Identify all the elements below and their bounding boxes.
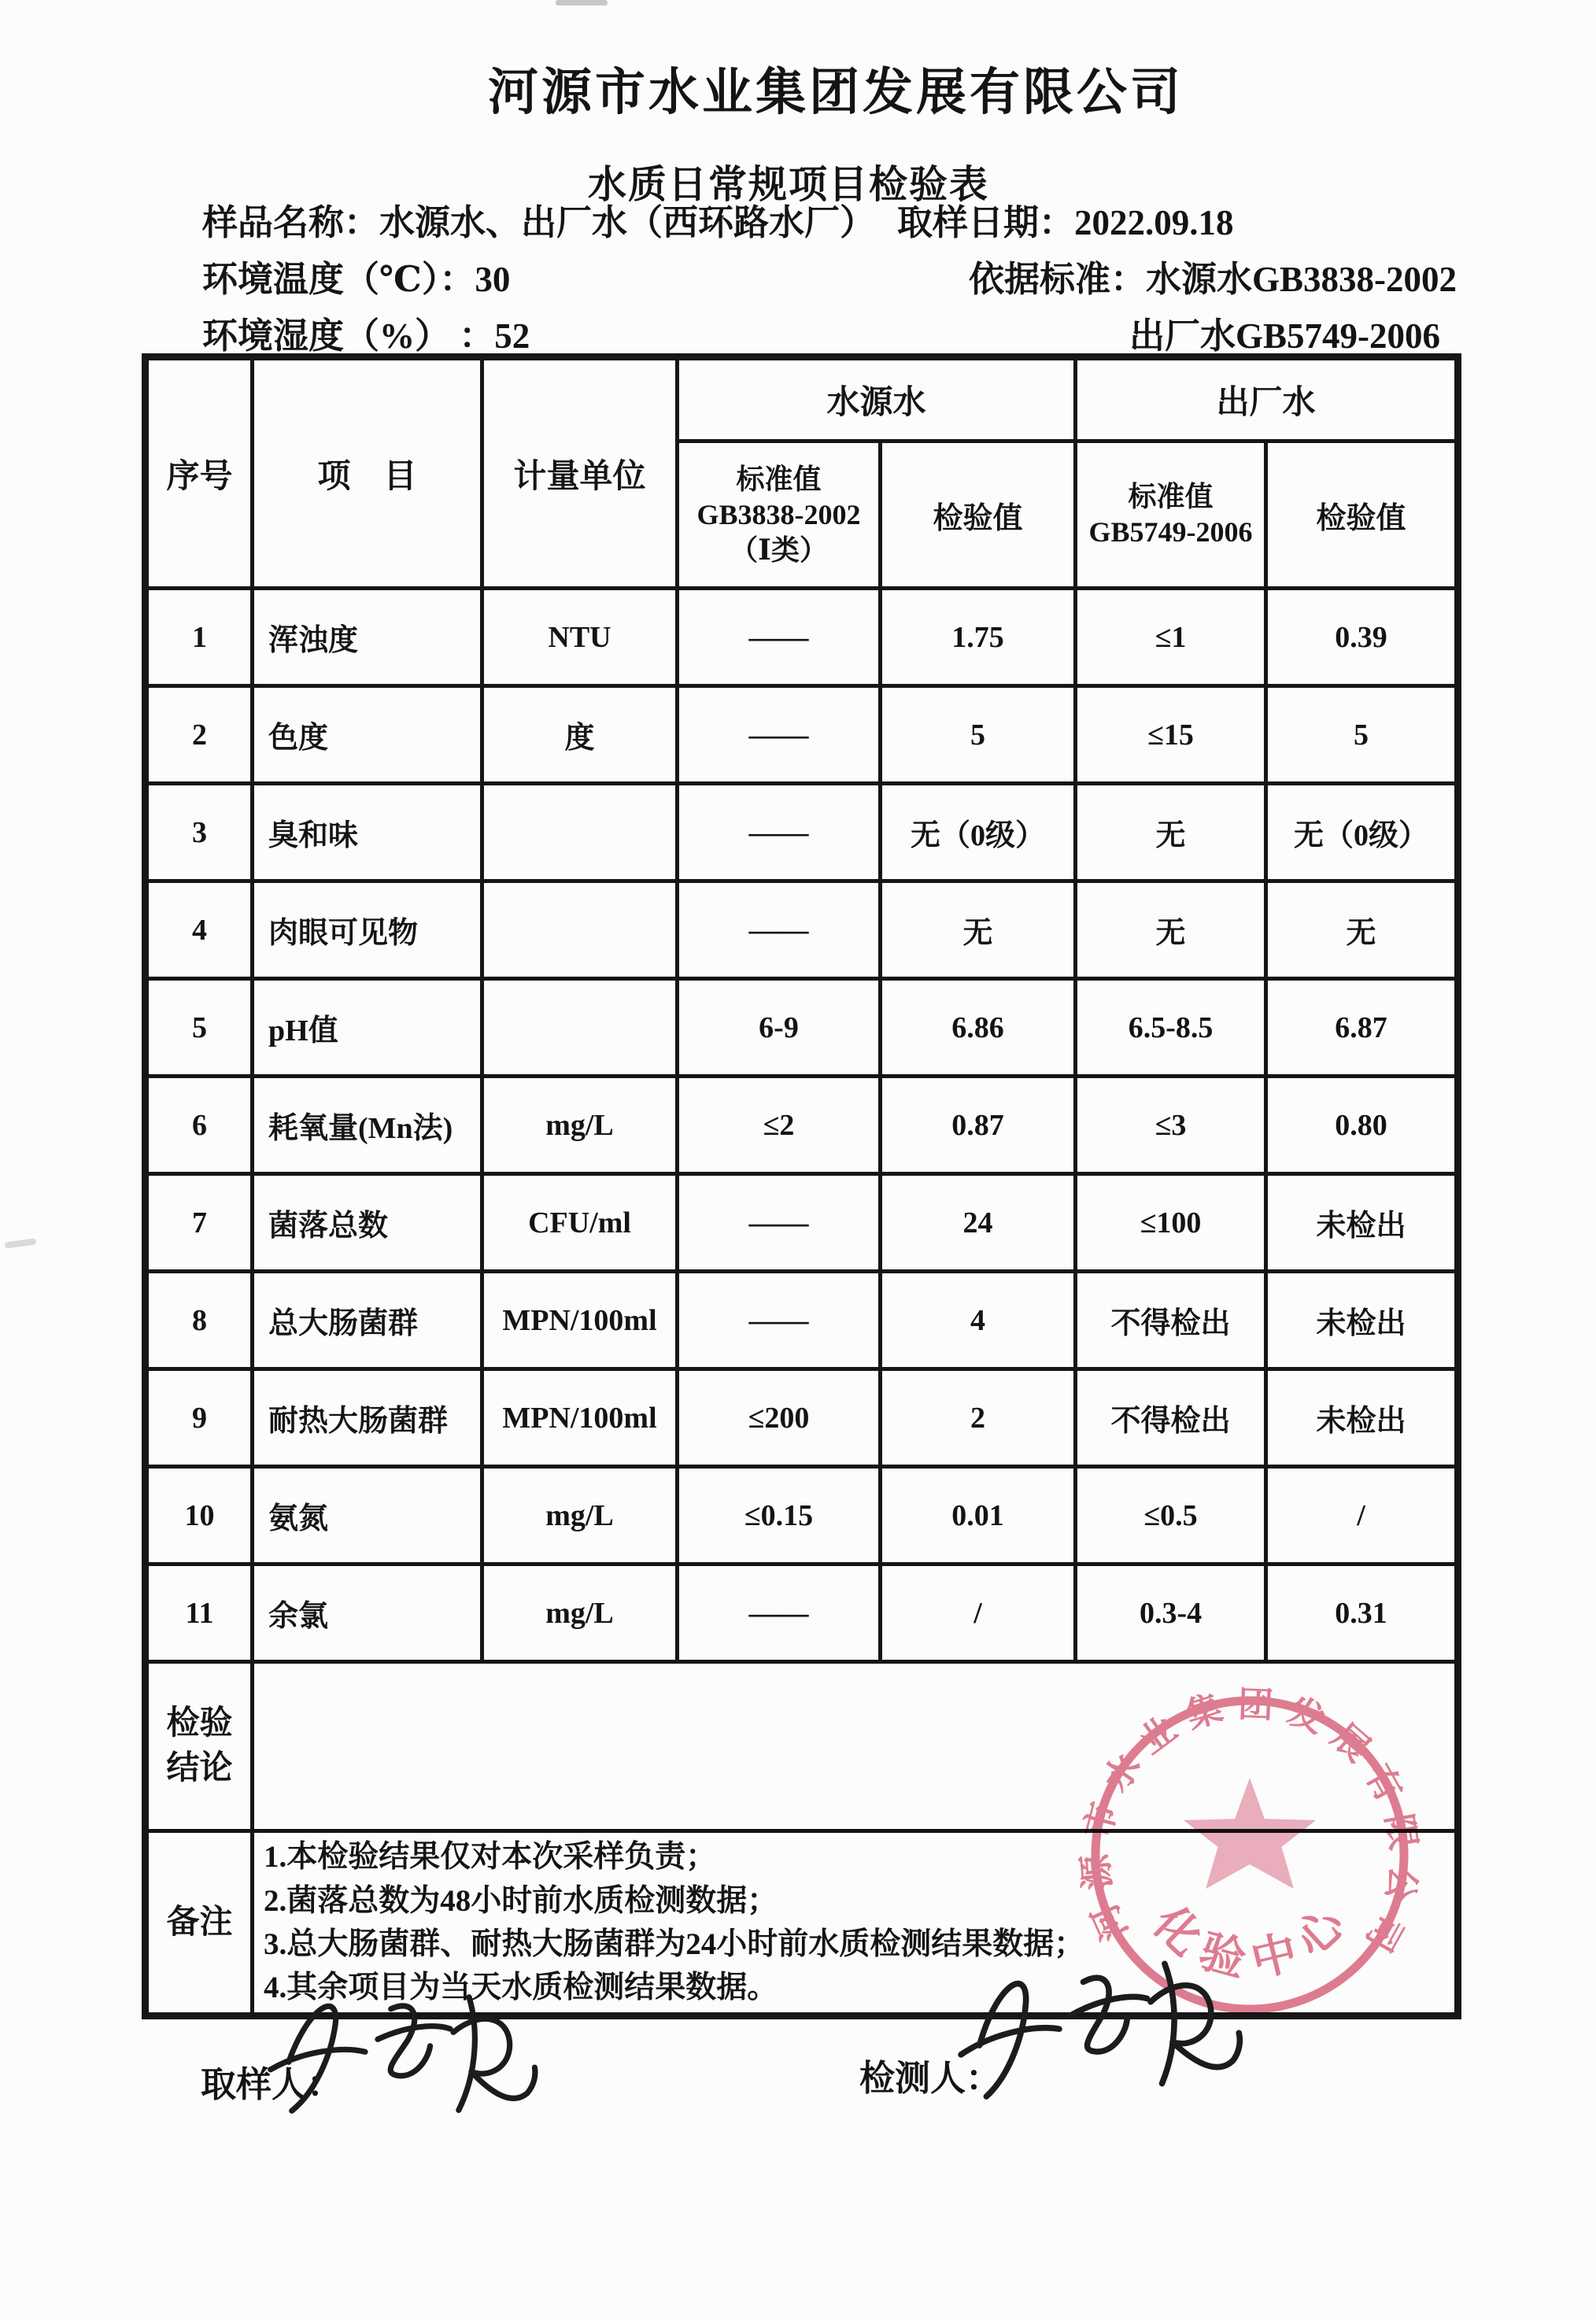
doc-header bbox=[145, 52, 1454, 209]
tester-label: 检测人： bbox=[859, 2059, 1002, 2098]
env-temp-line bbox=[202, 250, 510, 301]
conclusion-label: 检验 结论 bbox=[147, 1662, 253, 1831]
env-humidity-label: 环境湿度（%） ： bbox=[202, 316, 495, 356]
sample-info-line bbox=[202, 194, 1234, 245]
company-title: 河源市水业集团发展有限公司 bbox=[488, 65, 1184, 120]
standard-factory-value: 出厂水GB5749-2006 bbox=[1129, 316, 1440, 356]
standard-source-value: 水源水GB3838-2002 bbox=[1145, 260, 1457, 299]
table-row: 9 耐热大肠菌群 MPN/100ml ≤200 2 不得检出 未检出 bbox=[147, 1369, 1457, 1467]
env-humidity-value: 52 bbox=[494, 316, 530, 356]
header-item: 项 目 bbox=[253, 359, 482, 589]
conclusion-row bbox=[147, 1662, 1457, 1831]
table-row: 1 浑浊度 NTU —— 1.75 ≤1 0.39 bbox=[147, 589, 1457, 686]
water-quality-table bbox=[145, 356, 1458, 2016]
header-source-test-value: 检验值 bbox=[881, 441, 1076, 589]
remarks-content bbox=[253, 1831, 1457, 2015]
standard-line bbox=[969, 250, 1457, 301]
header-unit: 计量单位 bbox=[482, 359, 678, 589]
scan-artifact bbox=[556, 0, 608, 6]
sampling-date-value: 2022.09.18 bbox=[1074, 203, 1234, 242]
header-factory-test-value: 检验值 bbox=[1266, 441, 1457, 589]
scan-artifact bbox=[5, 1238, 37, 1248]
remarks-label: 备注 bbox=[147, 1831, 253, 2015]
table-row: 4 肉眼可见物 —— 无 无 无 bbox=[147, 881, 1457, 979]
table-row: 6 耗氧量(Mn法) mg/L ≤2 0.87 ≤3 0.80 bbox=[147, 1077, 1457, 1174]
header-seq: 序号 bbox=[147, 359, 253, 589]
table-row: 5 pH值 6-9 6.86 6.5-8.5 6.87 bbox=[147, 979, 1457, 1077]
header-factory-standard: 标准值 GB5749-2006 bbox=[1076, 441, 1266, 589]
env-temp-value: 30 bbox=[475, 260, 511, 299]
standard-factory-line bbox=[1129, 307, 1440, 358]
table-row: 11 余氯 mg/L —— / 0.3-4 0.31 bbox=[147, 1565, 1457, 1662]
header-factory-water-group: 出厂水 bbox=[1076, 359, 1457, 441]
table-row: 2 色度 度 —— 5 ≤15 5 bbox=[147, 686, 1457, 784]
sampling-date-label: 取样日期： bbox=[897, 203, 1075, 242]
env-humidity-line bbox=[202, 307, 530, 358]
table-header-group-row bbox=[147, 359, 1457, 441]
sampler-label: 取样人： bbox=[201, 2065, 343, 2104]
header-source-standard: 标准值 GB3838-2002 （Ⅰ类） bbox=[678, 441, 881, 589]
doc-subtitle: 水质日常规项目检验表 bbox=[587, 163, 989, 206]
remark-line: 1.本检验结果仅对本次采样负责； bbox=[264, 1840, 717, 1875]
conclusion-value bbox=[253, 1662, 1457, 1831]
table-row: 10 氨氮 mg/L ≤0.15 0.01 ≤0.5 / bbox=[147, 1467, 1457, 1565]
header-source-water-group: 水源水 bbox=[678, 359, 1076, 441]
remark-line: 4.其余项目为当天水质检测结果数据。 bbox=[264, 1971, 778, 2005]
sample-name-label: 样品名称： bbox=[202, 203, 380, 242]
env-temp-label: 环境温度（℃）： bbox=[202, 260, 475, 299]
table-row: 3 臭和味 —— 无（0级） 无 无（0级） bbox=[147, 784, 1457, 881]
stamp-center-text: 化验中心 bbox=[1143, 1896, 1354, 1987]
remark-line: 3.总大肠菌群、耐热大肠菌群为24小时前水质检测结果数据； bbox=[264, 1927, 1085, 1961]
table-row: 8 总大肠菌群 MPN/100ml —— 4 不得检出 未检出 bbox=[147, 1272, 1457, 1369]
remarks-row bbox=[147, 1831, 1457, 2015]
remark-line: 2.菌落总数为48小时前水质检测数据； bbox=[264, 1883, 778, 1918]
table-row: 7 菌落总数 CFU/ml —— 24 ≤100 未检出 bbox=[147, 1174, 1457, 1272]
sample-name-value: 水源水、出厂水（西环路水厂） bbox=[379, 203, 876, 242]
standard-label: 依据标准： bbox=[968, 260, 1146, 299]
stamp-company-text: 河源市水业集团发展有限公司 bbox=[1075, 1684, 1424, 1958]
